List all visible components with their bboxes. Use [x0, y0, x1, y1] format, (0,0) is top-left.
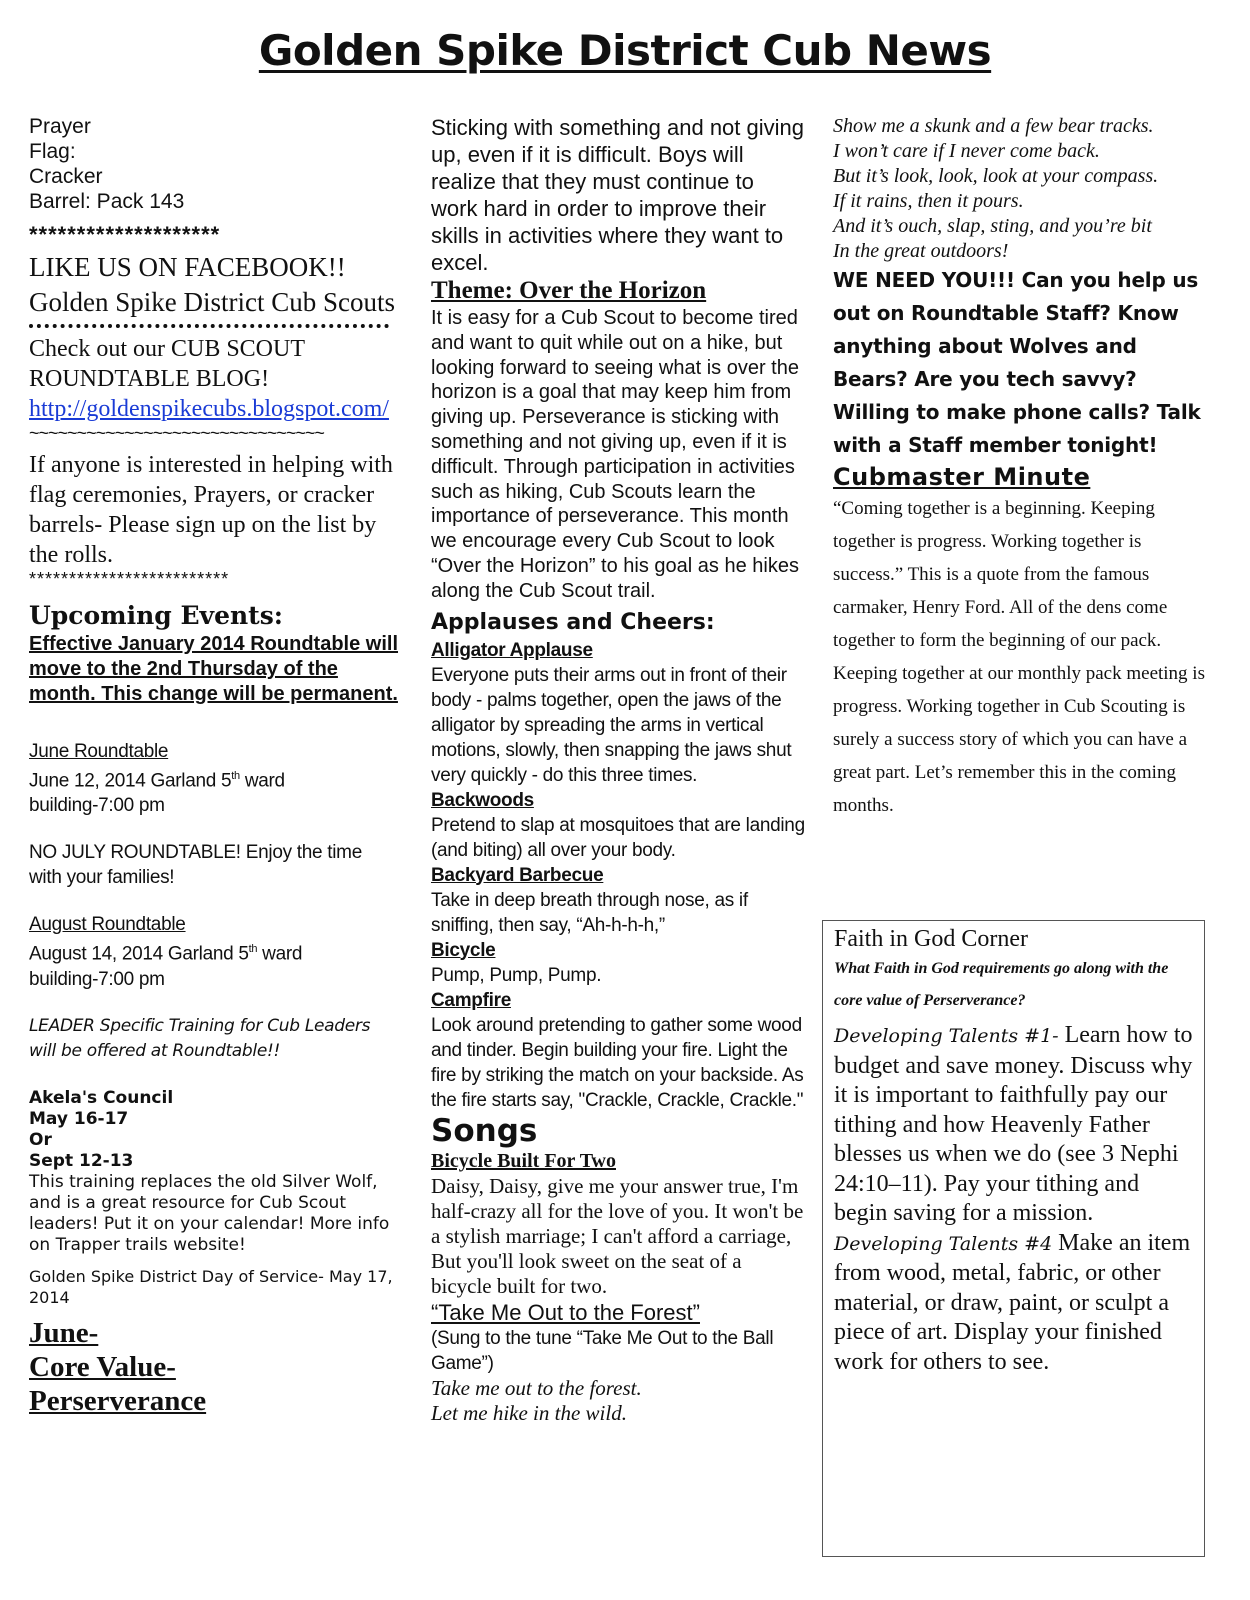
june-roundtable	[29, 739, 399, 818]
cubmaster-minute-heading: Cubmaster Minute	[833, 463, 1091, 491]
cheers-list	[431, 638, 806, 1113]
cheer-text: Everyone puts their arms out in front of their body - palms together, open the jaws of the alligator by spreading the arms in vertical motions, slowly, then snapping the jaws shut very quickly - do this three times.	[431, 664, 792, 786]
june-core-value: June- Core Value- Perserverance	[29, 1316, 207, 1417]
cheer-text: Pump, Pump, Pump.	[431, 964, 602, 986]
help-notice: If anyone is interested in helping with flag ceremonies, Prayers, or cracker barrels- Please sign up on the list by the rolls.	[29, 452, 393, 568]
blog-block	[29, 334, 399, 424]
skunk-verse: Show me a skunk and a few bear tracks. I won’t care if I never come back. But it’s look, look, look at your compass. If it rains, then it pours. And it’s ouch, slap, sting, and you’re bit In the great outdoors!	[833, 115, 1159, 262]
cheer-title: Bicycle	[431, 939, 496, 961]
faith-heading: Faith in God Corner	[834, 926, 1028, 952]
cheer-title: Alligator Applause	[431, 639, 593, 661]
theme-text: It is easy for a Cub Scout to become tired and want to quit while out on a hike, but looking forward to seeing what is over the horizon is a goal that may keep him from giving up. Perseverance is sticking with something and not giving up, even if it is difficult. Through participation in activities such as hiking, Cub Scouts learn the importance of perseverance. This month we encourage every Cub Scout to look “Over the Horizon” to his goal as he hikes along the Cub Scout trail.	[431, 307, 799, 602]
august-roundtable	[29, 912, 399, 991]
column-middle	[431, 114, 806, 1426]
small-star-divider: *************************	[29, 570, 230, 588]
cheer-title: Campfire	[431, 989, 511, 1011]
august-roundtable-date: August 14, 2014 Garland 5th ward	[29, 943, 303, 965]
theme-heading: Theme: Over the Horizon	[431, 277, 707, 304]
cheer-text: Look around pretending to gather some wood and tinder. Begin building your fire. Light the fire by striking the match on your backside. As the fire starts say, "Crackle, Crackle, Crackle."	[431, 1014, 804, 1111]
blog-intro: Check out our CUB SCOUT ROUNDTABLE BLOG!	[29, 336, 305, 392]
akela-text: This training replaces the old Silver Wolf, and is a great resource for Cub Scout leaders! Put it on your calendar! More info on Trapper trails website!	[29, 1171, 390, 1255]
facebook-notice: LIKE US ON FACEBOOK!! Golden Spike District Cub Scouts	[29, 252, 395, 317]
no-july-notice: NO JULY ROUNDTABLE! Enjoy the time with your families!	[29, 842, 362, 889]
column-left	[29, 114, 399, 1418]
talent-1: Developing Talents #1- Learn how to budget and save money. Discuss why it is important to faithfully pay our tithing and how Heavenly Father blesses us when we do (see 3 Nephi 24:10–11). Pay your tithing and begin saving for a mission.	[834, 1022, 1193, 1226]
need-you-notice: WE NEED YOU!!! Can you help us out on Roundtable Staff? Know anything about Wolves and Bears? Are you tech savvy? Willing to make phone calls? Talk with a Staff member tonight!	[833, 268, 1201, 457]
assignment-flag: Flag:	[29, 140, 76, 163]
applause-heading: Applauses and Cheers:	[431, 609, 715, 635]
assignment-cracker: Cracker	[29, 165, 103, 188]
cubmaster-minute-text: “Coming together is a beginning. Keeping together is progress. Working together is success.” This is a quote from the famous carmaker, Henry Ford. All of the dens come together to form the beginning of our pack. Keeping together at our monthly pack meeting is progress. Working together in Cub Scouting is surely a success story of which you can have a great part. Let’s remember this in the coming months.	[833, 498, 1205, 816]
june-roundtable-time: building-7:00 pm	[29, 795, 165, 817]
song-lyrics-bicycle: Daisy, Daisy, give me your answer true, I'm half-crazy all for the love of you. It won't be a stylish marriage; I can't afford a carriage, But you'll look sweet on the seat of a bicycle built for two.	[431, 1173, 804, 1298]
newsletter-title: Golden Spike District Cub News	[258, 26, 992, 75]
song-note-forest: (Sung to the tune “Take Me Out to the Ball Game”)	[431, 1327, 774, 1374]
talent-4: Developing Talents #4 Make an item from wood, metal, fabric, or other material, or draw, paint, or sculpt a piece of art. Display your finished work for others to see.	[834, 1229, 1191, 1375]
akela-title: Akela's Council	[29, 1087, 174, 1108]
song-line: Take me out to the forest.	[431, 1375, 642, 1400]
dotted-divider	[29, 324, 389, 328]
june-roundtable-date: June 12, 2014 Garland 5th ward	[29, 770, 285, 792]
august-roundtable-time: building-7:00 pm	[29, 968, 165, 990]
assignments	[29, 114, 399, 214]
intro-text: Sticking with something and not giving up, even if it is difficult. Boys will realize that they must continue to work hard in order to improve their skills in activities where they want to excel.	[431, 115, 804, 275]
songs-heading: Songs	[431, 1112, 538, 1149]
cheer-text: Take in deep breath through nose, as if sniffing, then say, “Ah-h-h-h,”	[431, 889, 748, 936]
june-roundtable-title: June Roundtable	[29, 741, 169, 762]
effective-notice: Effective January 2014 Roundtable will move to the 2nd Thursday of the month. This change will be permanent.	[29, 633, 399, 705]
faith-question: What Faith in God requirements go along with the core value of Perserverance?	[834, 960, 1169, 1009]
song-line: Let me hike in the wild.	[431, 1400, 627, 1425]
tilde-divider: ~~~~~~~~~~~~~~~~~~~~~~~~~~~~~~~	[29, 424, 324, 442]
blog-link[interactable]: http://goldenspikecubs.blogspot.com/	[29, 396, 389, 422]
august-roundtable-title: August Roundtable	[29, 914, 186, 936]
day-of-service: Golden Spike District Day of Service- May 17, 2014	[29, 1266, 393, 1307]
upcoming-events-heading: Upcoming Events:	[29, 601, 284, 630]
leader-training: LEADER Specific Training for Cub Leaders will be offered at Roundtable!!	[29, 1015, 371, 1061]
cheer-title: Backwoods	[431, 789, 534, 811]
star-divider: ********************	[29, 222, 221, 247]
cheer-title: Backyard Barbecue	[431, 864, 604, 886]
faith-in-god-box	[822, 920, 1205, 1557]
akela-council: Akela's Council May 16-17 Or Sept 12-13 This training replaces the old Silver Wolf, and is a great resource for Cub Scout leaders! Put it on your calendar! More info on Trapper trails website!	[29, 1088, 399, 1256]
assignment-barrel: Barrel: Pack 143	[29, 190, 185, 213]
song-title-bicycle: Bicycle Built For Two	[431, 1149, 616, 1172]
assignment-prayer: Prayer	[29, 115, 91, 138]
column-right	[833, 114, 1208, 822]
song-title-forest: “Take Me Out to the Forest”	[431, 1299, 700, 1325]
cheer-text: Pretend to slap at mosquitoes that are landing (and biting) all over your body.	[431, 814, 805, 861]
